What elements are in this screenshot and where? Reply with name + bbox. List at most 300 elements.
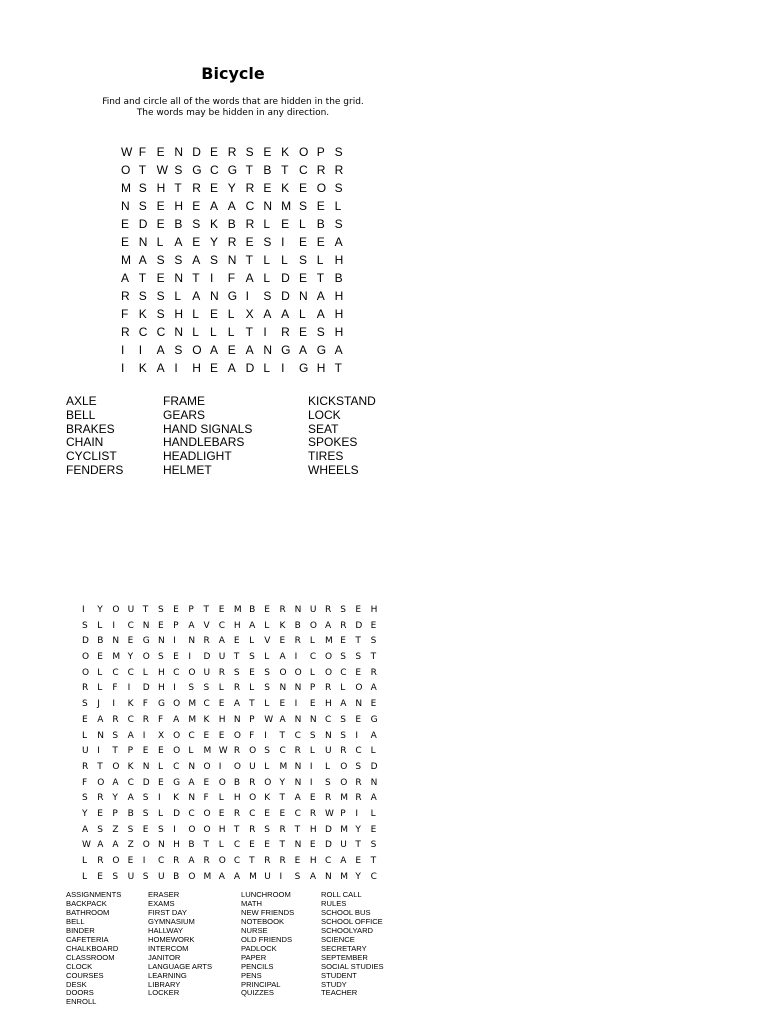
grid-letter: N: [174, 325, 184, 339]
grid-letter: A: [279, 652, 286, 663]
grid-letter: L: [298, 217, 306, 231]
grid-letter: N: [294, 683, 302, 694]
grid-letter: M: [340, 824, 348, 835]
grid-letter: A: [340, 856, 347, 866]
word-item: ERASER: [148, 890, 180, 899]
grid-letter: E: [309, 840, 316, 851]
word-item: NEW FRIENDS: [241, 907, 295, 917]
grid-letter: C: [245, 199, 255, 213]
grid-letter: C: [173, 667, 180, 678]
grid-letter: F: [121, 307, 129, 321]
grid-letter: P: [173, 620, 179, 631]
grid-letter: S: [142, 793, 149, 804]
grid-letter: L: [227, 307, 235, 321]
grid-letter: O: [112, 761, 120, 772]
grid-letter: I: [281, 235, 285, 249]
grid-letter: A: [227, 361, 236, 375]
grid-letter: U: [340, 840, 347, 851]
grid-letter: X: [245, 307, 254, 321]
grid-letter: H: [370, 605, 378, 615]
grid-letter: R: [142, 714, 150, 725]
grid-letter: R: [245, 181, 255, 195]
word-item: COURSES: [66, 970, 104, 980]
word-item: HANDLEBARS: [163, 435, 245, 450]
grid-letter: C: [156, 325, 166, 339]
word-item: DOORS: [66, 988, 94, 998]
grid-letter: S: [370, 840, 377, 851]
grid-letter: O: [340, 777, 348, 788]
grid-letter: M: [233, 605, 242, 615]
grid-letter: I: [112, 699, 116, 710]
grid-letter: N: [294, 605, 302, 615]
grid-letter: L: [142, 667, 148, 678]
word-item: HOMEWORK: [148, 934, 195, 944]
grid-letter: S: [188, 683, 195, 694]
grid-letter: K: [127, 761, 134, 772]
grid-letter: S: [82, 699, 88, 710]
word-item: DESK: [66, 979, 87, 989]
grid-letter: E: [97, 652, 103, 663]
word-item: OLD FRIENDS: [241, 934, 293, 944]
grid-letter: N: [298, 289, 308, 303]
grid-letter: T: [138, 271, 147, 285]
grid-letter: E: [263, 181, 272, 195]
grid-letter: A: [138, 253, 147, 267]
grid-letter: E: [264, 605, 270, 615]
grid-letter: I: [142, 856, 146, 866]
grid-letter: N: [294, 761, 302, 772]
grid-letter: M: [279, 761, 288, 772]
grid-letter: C: [279, 746, 286, 757]
grid-letter: C: [127, 667, 134, 678]
grid-letter: Y: [82, 808, 88, 819]
grid-letter: S: [233, 667, 240, 678]
grid-letter: D: [173, 808, 181, 819]
grid-letter: C: [370, 871, 377, 882]
grid-letter: O: [112, 605, 120, 615]
grid-letter: E: [192, 199, 201, 213]
word-item: NURSE: [241, 925, 268, 935]
grid-letter: G: [370, 714, 378, 725]
grid-letter: A: [174, 235, 183, 249]
grid-letter: A: [97, 714, 104, 725]
grid-letter: A: [316, 289, 325, 303]
word-item: BINDER: [66, 925, 95, 935]
grid-letter: E: [218, 808, 225, 819]
grid-letter: S: [294, 871, 301, 882]
grid-letter: C: [355, 746, 362, 757]
grid-letter: S: [355, 761, 362, 772]
grid-letter: E: [121, 217, 130, 231]
grid-letter: L: [97, 667, 103, 678]
grid-letter: A: [249, 620, 256, 631]
grid-letter: L: [334, 199, 342, 213]
grid-letter: E: [279, 699, 286, 710]
grid-letter: O: [203, 761, 211, 772]
word-item: BACKPACK: [66, 898, 107, 908]
grid-letter: H: [334, 307, 344, 321]
bicycle-letter-grid: [121, 143, 352, 377]
grid-letter: T: [281, 163, 289, 177]
grid-letter: E: [209, 145, 218, 159]
grid-letter: Y: [279, 777, 285, 788]
grid-letter: L: [97, 620, 103, 631]
grid-letter: C: [127, 620, 134, 631]
grid-letter: M: [340, 871, 348, 882]
grid-letter: H: [334, 325, 344, 339]
grid-letter: F: [157, 714, 164, 725]
word-item: PENCILS: [241, 961, 274, 971]
grid-letter: O: [279, 667, 287, 678]
grid-letter: R: [203, 856, 210, 866]
grid-letter: P: [316, 145, 325, 159]
grid-letter: S: [82, 620, 88, 631]
grid-letter: W: [121, 145, 133, 159]
grid-letter: C: [188, 808, 195, 819]
grid-letter: P: [112, 808, 118, 819]
grid-letter: W: [264, 714, 274, 725]
grid-letter: R: [233, 746, 241, 757]
grid-letter: O: [249, 746, 257, 757]
grid-letter: G: [157, 699, 165, 710]
grid-letter: S: [370, 636, 377, 647]
grid-letter: A: [233, 699, 241, 710]
grid-letter: R: [279, 824, 286, 835]
grid-letter: L: [264, 652, 270, 663]
grid-letter: S: [340, 714, 346, 725]
grid-letter: O: [192, 343, 202, 357]
grid-letter: W: [325, 808, 334, 819]
grid-letter: S: [142, 808, 149, 819]
grid-letter: R: [294, 746, 301, 757]
grid-letter: O: [233, 761, 241, 772]
grid-letter: E: [218, 699, 225, 710]
word-item: INTERCOM: [148, 943, 189, 953]
grid-letter: N: [157, 840, 165, 851]
grid-letter: E: [156, 145, 165, 159]
word-item: LUNCHROOM: [241, 890, 291, 899]
grid-letter: G: [227, 163, 238, 177]
word-item: FRAME: [163, 394, 205, 408]
grid-letter: T: [245, 163, 253, 177]
grid-letter: E: [294, 856, 301, 866]
grid-letter: O: [294, 667, 302, 678]
grid-letter: S: [192, 217, 201, 231]
grid-letter: E: [82, 714, 88, 725]
grid-letter: F: [249, 730, 255, 741]
grid-letter: H: [174, 307, 184, 321]
grid-letter: G: [316, 343, 327, 357]
grid-letter: A: [227, 199, 236, 213]
grid-letter: C: [294, 808, 301, 819]
grid-letter: L: [82, 730, 88, 741]
grid-letter: T: [203, 840, 209, 851]
grid-letter: S: [174, 343, 183, 357]
instructions: [0, 97, 466, 119]
grid-letter: I: [127, 683, 131, 694]
grid-letter: R: [233, 683, 241, 694]
grid-letter: D: [355, 620, 363, 631]
grid-letter: A: [245, 271, 254, 285]
word-item: SCHOOL BUS: [321, 907, 371, 917]
grid-letter: N: [325, 730, 332, 741]
grid-letter: E: [309, 793, 316, 804]
word-item: SCIENCE: [321, 934, 355, 944]
grid-letter: K: [138, 307, 147, 321]
grid-letter: S: [157, 652, 164, 663]
word-item: SOCIAL STUDIES: [321, 961, 384, 971]
grid-letter: T: [192, 271, 200, 285]
grid-letter: U: [264, 871, 271, 882]
word-item: CHALKBOARD: [66, 943, 119, 953]
grid-letter: E: [370, 620, 377, 631]
grid-letter: C: [233, 856, 241, 866]
grid-letter: O: [121, 163, 131, 177]
grid-letter: B: [97, 636, 104, 647]
grid-letter: L: [188, 746, 194, 757]
grid-letter: R: [192, 181, 201, 195]
grid-letter: I: [121, 361, 125, 375]
grid-letter: S: [174, 163, 183, 177]
grid-letter: T: [233, 652, 240, 663]
grid-letter: R: [325, 683, 332, 694]
word-item: CHAIN: [66, 435, 104, 450]
grid-letter: K: [203, 714, 210, 725]
grid-letter: L: [325, 761, 331, 772]
grid-letter: K: [281, 145, 290, 159]
grid-letter: C: [294, 730, 301, 741]
grid-letter: D: [281, 289, 290, 303]
grid-letter: S: [157, 605, 164, 615]
word-item: JANITOR: [148, 952, 181, 962]
grid-letter: B: [173, 871, 180, 882]
grid-letter: N: [263, 343, 273, 357]
grid-letter: R: [249, 777, 256, 788]
grid-letter: J: [97, 699, 100, 710]
grid-letter: B: [334, 271, 343, 285]
grid-letter: A: [209, 199, 218, 213]
grid-letter: E: [298, 235, 307, 249]
grid-letter: B: [227, 217, 236, 231]
grid-letter: E: [121, 235, 130, 249]
grid-letter: U: [203, 667, 211, 678]
grid-letter: C: [340, 667, 347, 678]
grid-letter: R: [370, 667, 377, 678]
grid-letter: O: [188, 824, 196, 835]
word-item: WHEELS: [308, 462, 359, 477]
grid-letter: T: [112, 746, 118, 757]
grid-letter: U: [157, 871, 165, 882]
grid-letter: W: [218, 746, 228, 757]
grid-letter: S: [209, 253, 218, 267]
grid-letter: L: [370, 746, 376, 757]
grid-letter: I: [188, 652, 191, 663]
grid-letter: A: [316, 307, 325, 321]
grid-letter: A: [127, 793, 134, 804]
grid-letter: E: [209, 307, 218, 321]
grid-letter: I: [279, 871, 283, 882]
grid-letter: R: [97, 793, 104, 804]
word-item: LIBRARY: [148, 979, 181, 989]
grid-letter: R: [227, 145, 237, 159]
grid-letter: E: [173, 652, 179, 663]
grid-letter: G: [173, 777, 181, 788]
grid-letter: H: [157, 667, 165, 678]
grid-letter: Y: [227, 181, 236, 195]
grid-letter: I: [174, 361, 178, 375]
grid-letter: Y: [112, 793, 118, 804]
grid-letter: A: [156, 361, 165, 375]
word-item: LANGUAGE ARTS: [148, 961, 213, 971]
grid-letter: E: [298, 271, 307, 285]
word-item: NOTEBOOK: [241, 916, 285, 926]
grid-letter: I: [294, 652, 298, 663]
grid-letter: T: [279, 793, 285, 804]
grid-letter: E: [316, 235, 325, 249]
grid-letter: L: [156, 235, 164, 249]
grid-letter: E: [203, 730, 210, 741]
grid-letter: U: [127, 605, 135, 615]
grid-letter: G: [227, 289, 238, 303]
grid-letter: O: [173, 699, 181, 710]
grid-letter: S: [340, 730, 346, 741]
grid-letter: E: [218, 605, 225, 615]
grid-letter: A: [279, 714, 286, 725]
grid-letter: E: [156, 217, 165, 231]
grid-letter: T: [355, 840, 361, 851]
grid-letter: S: [264, 746, 270, 757]
word-item: HELMET: [163, 462, 212, 477]
grid-letter: L: [370, 808, 376, 819]
grid-letter: A: [97, 840, 104, 851]
grid-letter: N: [142, 761, 150, 772]
grid-letter: N: [294, 714, 302, 725]
grid-letter: L: [218, 793, 224, 804]
grid-letter: L: [309, 667, 315, 678]
grid-letter: E: [281, 217, 290, 231]
grid-letter: S: [174, 253, 183, 267]
grid-letter: D: [281, 271, 290, 285]
grid-letter: B: [127, 808, 134, 819]
school-letter-grid: [82, 603, 386, 883]
grid-letter: M: [281, 199, 292, 213]
grid-letter: D: [82, 636, 89, 647]
grid-letter: O: [298, 145, 309, 159]
grid-letter: R: [97, 856, 104, 866]
word-item: STUDY: [321, 979, 347, 989]
grid-letter: S: [325, 777, 331, 788]
grid-letter: R: [203, 636, 210, 647]
grid-letter: A: [370, 730, 377, 741]
grid-letter: C: [309, 652, 317, 663]
grid-letter: E: [316, 199, 325, 213]
grid-letter: I: [173, 824, 176, 835]
grid-letter: S: [334, 181, 343, 195]
bicycle-word-column: [66, 395, 123, 478]
grid-letter: C: [138, 325, 148, 339]
grid-letter: N: [263, 199, 273, 213]
grid-letter: R: [264, 856, 271, 866]
grid-letter: H: [218, 824, 226, 835]
grid-letter: E: [233, 636, 240, 647]
grid-letter: M: [121, 181, 131, 195]
grid-letter: L: [97, 683, 103, 694]
grid-letter: S: [298, 199, 307, 213]
grid-letter: H: [218, 714, 226, 725]
grid-letter: N: [112, 636, 120, 647]
grid-letter: O: [188, 667, 196, 678]
grid-letter: F: [138, 145, 147, 159]
word-item: GYMNASIUM: [148, 916, 195, 926]
grid-letter: A: [370, 793, 377, 804]
grid-letter: O: [249, 793, 257, 804]
grid-letter: I: [263, 325, 267, 339]
grid-letter: H: [309, 856, 317, 866]
grid-letter: T: [138, 163, 147, 177]
grid-letter: E: [142, 746, 149, 757]
grid-letter: E: [142, 824, 149, 835]
grid-letter: Y: [97, 605, 103, 615]
word-item: FIRST DAY: [148, 907, 187, 917]
word-item: PAPER: [241, 952, 267, 962]
grid-letter: O: [203, 824, 211, 835]
grid-letter: L: [263, 271, 271, 285]
grid-letter: H: [325, 699, 332, 710]
grid-letter: K: [173, 793, 180, 804]
grid-letter: S: [340, 605, 346, 615]
grid-letter: A: [340, 699, 347, 710]
word-item: EXAMS: [148, 898, 175, 908]
word-item: CAFETERIA: [66, 934, 109, 944]
grid-letter: T: [249, 856, 255, 866]
grid-letter: A: [173, 714, 180, 725]
grid-letter: A: [121, 271, 130, 285]
grid-letter: R: [281, 325, 290, 339]
grid-letter: B: [316, 217, 325, 231]
grid-letter: L: [82, 856, 88, 866]
grid-letter: N: [309, 714, 317, 725]
grid-letter: S: [309, 730, 316, 741]
grid-letter: B: [294, 620, 301, 631]
word-item: PENS: [241, 970, 262, 980]
grid-letter: S: [264, 667, 270, 678]
bicycle-word-column: [308, 395, 376, 478]
grid-letter: L: [249, 683, 255, 694]
grid-letter: L: [227, 325, 235, 339]
grid-letter: S: [156, 253, 165, 267]
grid-letter: I: [157, 793, 161, 804]
grid-letter: N: [138, 235, 148, 249]
grid-letter: S: [142, 871, 149, 882]
grid-letter: H: [192, 361, 201, 375]
grid-letter: N: [142, 620, 150, 631]
grid-letter: L: [298, 307, 306, 321]
grid-letter: E: [192, 235, 201, 249]
grid-letter: D: [138, 217, 148, 231]
grid-letter: L: [218, 840, 224, 851]
grid-letter: A: [192, 253, 201, 267]
grid-letter: O: [82, 652, 90, 663]
grid-letter: D: [325, 824, 332, 835]
grid-letter: D: [245, 361, 255, 375]
word-item: SEPTEMBER: [321, 952, 368, 962]
grid-letter: T: [174, 181, 182, 195]
grid-letter: L: [174, 289, 182, 303]
grid-letter: A: [209, 343, 218, 357]
word-item: QUIZZES: [241, 988, 274, 998]
grid-letter: D: [142, 777, 150, 788]
grid-letter: E: [157, 746, 164, 757]
